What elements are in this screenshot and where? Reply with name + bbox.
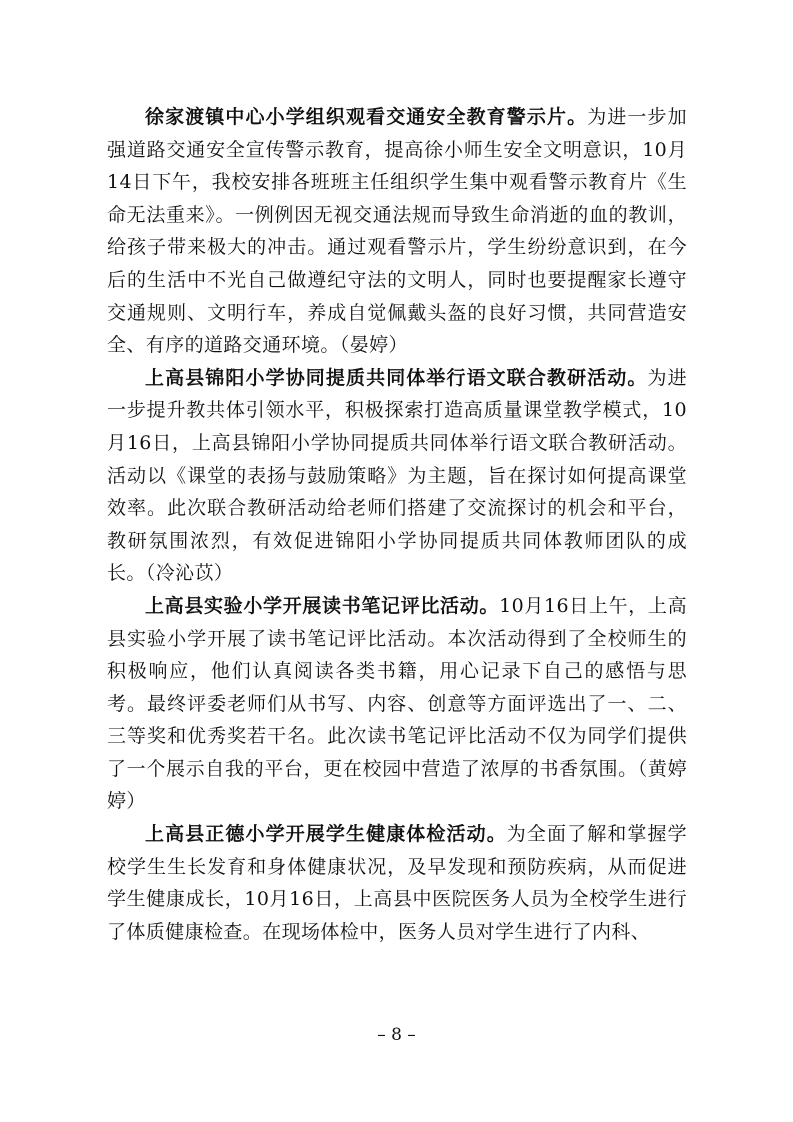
- paragraph-body: 为进一步提升教共体引领水平，积极探索打造高质量课堂教学模式，10月16日，上高县锦阳小学协同提质共同体举行语文联合教研活动。活动以《课堂的表扬与鼓励策略》为主题，旨在探讨如何提高课堂效率。此次联合教研活动给老师们搭建了交流探讨的机会和平台，教研氛围浓烈，有效促进锦阳小学协同提质共同体教师团队的成长。（冷沁苡）: [107, 366, 687, 585]
- paragraph-title: 徐家渡镇中心小学组织观看交通安全教育警示片。: [145, 106, 588, 128]
- paragraph-body: 10月16日上午，上高县实验小学开展了读书笔记评比活动。本次活动得到了全校师生的积极响应，他们认真阅读各类书籍，用心记录下自己的感悟与思考。最终评委老师们从书写、内容、创意等方面评选出了一、二、三等奖和优秀奖若干名。此次读书笔记评比活动不仅为同学们提供了一个展示自我的平台，更在校园中营造了浓厚的书香氛围。（黄婷婷）: [107, 594, 687, 813]
- paragraph-title: 上高县正德小学开展学生健康体检活动。: [145, 823, 507, 846]
- page-number: – 8 –: [377, 1025, 416, 1045]
- paragraph-title: 上高县实验小学开展读书笔记评比活动。: [145, 594, 500, 617]
- document-body: [107, 101, 687, 948]
- paragraph-body: 为进一步加强道路交通安全宣传警示教育，提高徐小师生安全文明意识，10月14日下午，我校安排各班班主任组织学生集中观看警示教育片《生命无法重来》。一例例因无视交通法规而导致生命消逝的血的教训，给孩子带来极大的冲击。通过观看警示片，学生纷纷意识到，在今后的生活中不光自己做遵纪守法的文明人，同时也要提醒家长遵守交通规则、文明行车，养成自觉佩戴头盔的良好习惯，共同营造安全、有序的道路交通环境。（晏婷）: [107, 106, 687, 357]
- paragraph-body: 为全面了解和掌握学校学生生长发育和身体健康状况，及早发现和预防疾病，从而促进学生健康成长，10月16日，上高县中医院医务人员为全校学生进行了体质健康检查。在现场体检中，医务人员对学生进行了内科、: [107, 823, 687, 943]
- news-paragraph-1: [107, 101, 687, 362]
- paragraph-title: 上高县锦阳小学协同提质共同体举行语文联合教研活动。: [145, 366, 648, 389]
- news-paragraph-2: [107, 362, 687, 590]
- news-paragraph-4: [107, 818, 687, 948]
- news-paragraph-3: [107, 590, 687, 818]
